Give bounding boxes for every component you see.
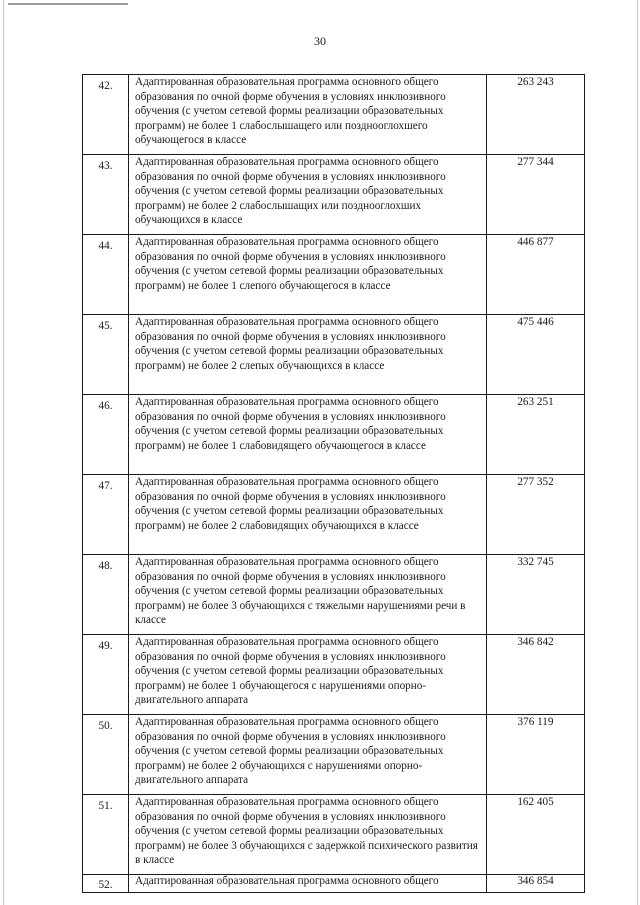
- row-number: 49.: [83, 635, 129, 715]
- table-row: [83, 475, 585, 555]
- program-description: Адаптированная образовательная программа основного общего образования по очной форме обучения в условиях инклюзивного обучения (с учетом сетевой формы реализации образовательных программ) не более 2 слабослышащих или позднооглохших обучающихся в классе: [129, 155, 487, 235]
- row-number: 51.: [83, 795, 129, 875]
- table-row: [83, 715, 585, 795]
- row-number: 46.: [83, 395, 129, 475]
- table-row: [83, 795, 585, 875]
- row-number: 44.: [83, 235, 129, 315]
- scan-edge-left: [3, 0, 4, 905]
- cost-value: 332 745: [487, 555, 585, 635]
- row-number: 45.: [83, 315, 129, 395]
- row-number: 43.: [83, 155, 129, 235]
- table-row: [83, 875, 585, 893]
- table-row: [83, 155, 585, 235]
- scan-edge-right: [637, 0, 638, 905]
- program-description: Адаптированная образовательная программа основного общего образования по очной форме обучения в условиях инклюзивного обучения (с учетом сетевой формы реализации образовательных программ) не более 3 обучающихся с задержкой психического развития в классе: [129, 795, 487, 875]
- program-description: Адаптированная образовательная программа основного общего образования по очной форме обучения в условиях инклюзивного обучения (с учетом сетевой формы реализации образовательных программ) не более 2 слепых обучающихся в классе: [129, 315, 487, 395]
- table-row: [83, 635, 585, 715]
- program-description: Адаптированная образовательная программа основного общего образования по очной форме обучения в условиях инклюзивного обучения (с учетом сетевой формы реализации образовательных программ) не более 2 слабовидящих обучающихся в классе: [129, 475, 487, 555]
- page-number: 30: [314, 34, 326, 48]
- cost-value: 475 446: [487, 315, 585, 395]
- program-description: Адаптированная образовательная программа основного общего образования по очной форме обучения в условиях инклюзивного обучения (с учетом сетевой формы реализации образовательных программ) не более 1 слепого обучающегося в классе: [129, 235, 487, 315]
- table-row: [83, 315, 585, 395]
- program-description: Адаптированная образовательная программа основного общего: [129, 875, 487, 893]
- table-row: [83, 395, 585, 475]
- row-number: 48.: [83, 555, 129, 635]
- cost-value: 277 352: [487, 475, 585, 555]
- cost-value: 446 877: [487, 235, 585, 315]
- cost-value: 263 251: [487, 395, 585, 475]
- cost-value: 346 854: [487, 875, 585, 893]
- row-number: 52.: [83, 875, 129, 893]
- row-number: 42.: [83, 75, 129, 155]
- table-row: [83, 75, 585, 155]
- cost-value: 277 344: [487, 155, 585, 235]
- cost-value: 376 119: [487, 715, 585, 795]
- program-description: Адаптированная образовательная программа основного общего образования по очной форме обучения в условиях инклюзивного обучения (с учетом сетевой формы реализации образовательных программ) не более 2 обучающихся с нарушениями опорно-двигательного аппарата: [129, 715, 487, 795]
- cost-value: 346 842: [487, 635, 585, 715]
- cost-value: 263 243: [487, 75, 585, 155]
- program-description: Адаптированная образовательная программа основного общего образования по очной форме обучения в условиях инклюзивного обучения (с учетом сетевой формы реализации образовательных программ) не более 1 обучающегося с нарушениями опорно-двигательного аппарата: [129, 635, 487, 715]
- table-row: [83, 235, 585, 315]
- program-description: Адаптированная образовательная программа основного общего образования по очной форме обучения в условиях инклюзивного обучения (с учетом сетевой формы реализации образовательных программ) не более 1 слабослышащего или позднооглохшего обучающегося в классе: [129, 75, 487, 155]
- scan-mark: [8, 3, 128, 5]
- row-number: 50.: [83, 715, 129, 795]
- program-description: Адаптированная образовательная программа основного общего образования по очной форме обучения в условиях инклюзивного обучения (с учетом сетевой формы реализации образовательных программ) не более 3 обучающихся с тяжелыми нарушениями речи в классе: [129, 555, 487, 635]
- table-row: [83, 555, 585, 635]
- cost-value: 162 405: [487, 795, 585, 875]
- program-description: Адаптированная образовательная программа основного общего образования по очной форме обучения в условиях инклюзивного обучения (с учетом сетевой формы реализации образовательных программ) не более 1 слабовидящего обучающегося в классе: [129, 395, 487, 475]
- programs-cost-table: [82, 74, 585, 893]
- row-number: 47.: [83, 475, 129, 555]
